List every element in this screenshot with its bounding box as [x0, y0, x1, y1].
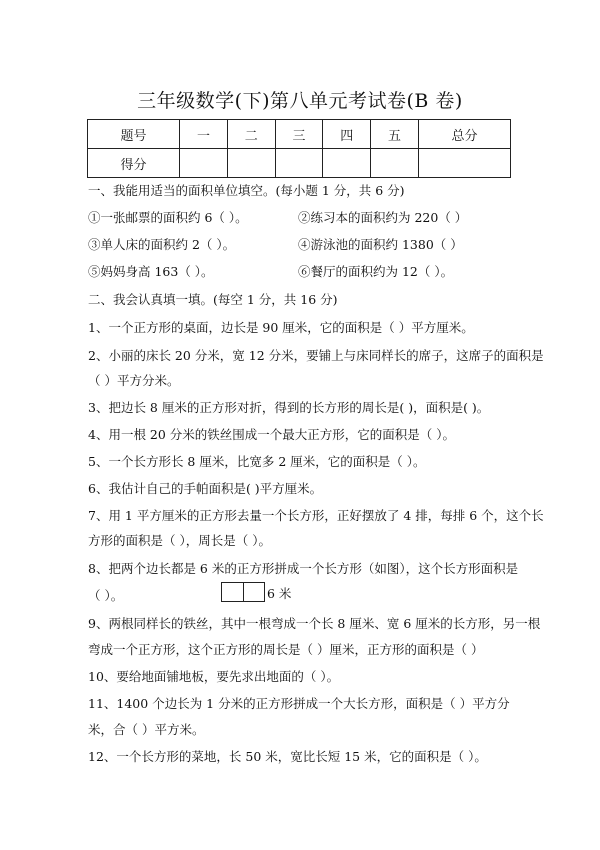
question-line: 1、一个正方形的桌面，边长是 90 厘米，它的面积是（ ）平方厘米。 [88, 320, 474, 335]
score-input-cell[interactable] [227, 149, 275, 178]
score-header-cell: 四 [323, 120, 371, 149]
question-line: 6、我估计自己的手帕面积是( )平方厘米。 [88, 481, 323, 496]
section1-item: ①一张邮票的面积约 6（ ）。 [88, 210, 248, 225]
score-input-cell[interactable] [323, 149, 371, 178]
score-input-cell[interactable] [275, 149, 323, 178]
question-line: 11、1400 个边长为 1 分米的正方形拼成一个大长方形，面积是（ ）平方分 [88, 696, 510, 711]
question-line: 3、把边长 8 厘米的正方形对折，得到的长方形的周长是( )，面积是( )。 [88, 400, 490, 415]
score-header-cell: 五 [371, 120, 419, 149]
section1-item: ④游泳池的面积约 1380（ ） [298, 237, 463, 252]
score-header-cell: 二 [227, 120, 275, 149]
question-line: 弯成一个正方形，这个正方形的周长是（ ）厘米，正方形的面积是（ ） [88, 642, 484, 657]
question-line: （ ）。 [88, 588, 124, 603]
exam-title: 三年级数学(下)第八单元考试卷(B 卷) [137, 90, 463, 112]
score-row-label: 得分 [88, 149, 180, 178]
section2-heading: 二、我会认真填一填。(每空 1 分，共 16 分) [88, 292, 338, 307]
score-header-cell: 总分 [418, 120, 510, 149]
section1-item: ③单人床的面积约 2（ ）。 [88, 237, 236, 252]
question-line: 5、一个长方形长 8 厘米，比宽多 2 厘米，它的面积是（ ）。 [88, 454, 426, 469]
score-header-cell: 题号 [88, 120, 180, 149]
score-header-cell: 一 [180, 120, 228, 149]
score-table-header-row [88, 120, 511, 149]
section1-heading: 一、我能用适当的面积单位填空。(每小题 1 分，共 6 分) [88, 183, 405, 198]
question-line: 12、一个长方形的菜地，长 50 米，宽比长短 15 米，它的面积是（ ）。 [88, 749, 487, 764]
question-line: 7、用 1 平方厘米的正方形去量一个长方形，正好摆放了 4 排，每排 6 个，这个长 [88, 508, 544, 523]
question-line: 8、把两个边长都是 6 米的正方形拼成一个长方形（如图），这个长方形面积是 [88, 561, 519, 576]
section1-item: ⑤妈妈身高 163（ ）。 [88, 264, 214, 279]
score-header-cell: 三 [275, 120, 323, 149]
score-input-cell[interactable] [180, 149, 228, 178]
question-line: 10、要给地面铺地板，要先求出地面的（ ）。 [88, 669, 340, 684]
section1-item: ⑥餐厅的面积约为 12（ ）。 [298, 264, 454, 279]
question-line: 2、小丽的床长 20 分米，宽 12 分米，要铺上与床同样长的席子，这席子的面积是 [88, 348, 544, 363]
section1-item: ②练习本的面积约为 220（ ） [298, 210, 468, 225]
question-line: （ ）平方分米。 [88, 373, 180, 388]
score-table-score-row [88, 149, 511, 178]
figure-label: 6 米 [267, 586, 292, 601]
question-line: 9、两根同样长的铁丝，其中一根弯成一个长 8 厘米、宽 6 厘米的长方形，另一根 [88, 616, 541, 631]
score-input-cell[interactable] [371, 149, 419, 178]
rectangle-figure [221, 582, 265, 602]
question-line: 方形的面积是（ ），周长是（ ）。 [88, 533, 271, 548]
score-table [87, 119, 511, 178]
question-line: 4、用一根 20 分米的铁丝围成一个最大正方形，它的面积是（ ）。 [88, 427, 456, 442]
question-line: 米，合（ ）平方米。 [88, 722, 205, 737]
figure-divider [243, 583, 244, 601]
score-input-cell[interactable] [418, 149, 510, 178]
